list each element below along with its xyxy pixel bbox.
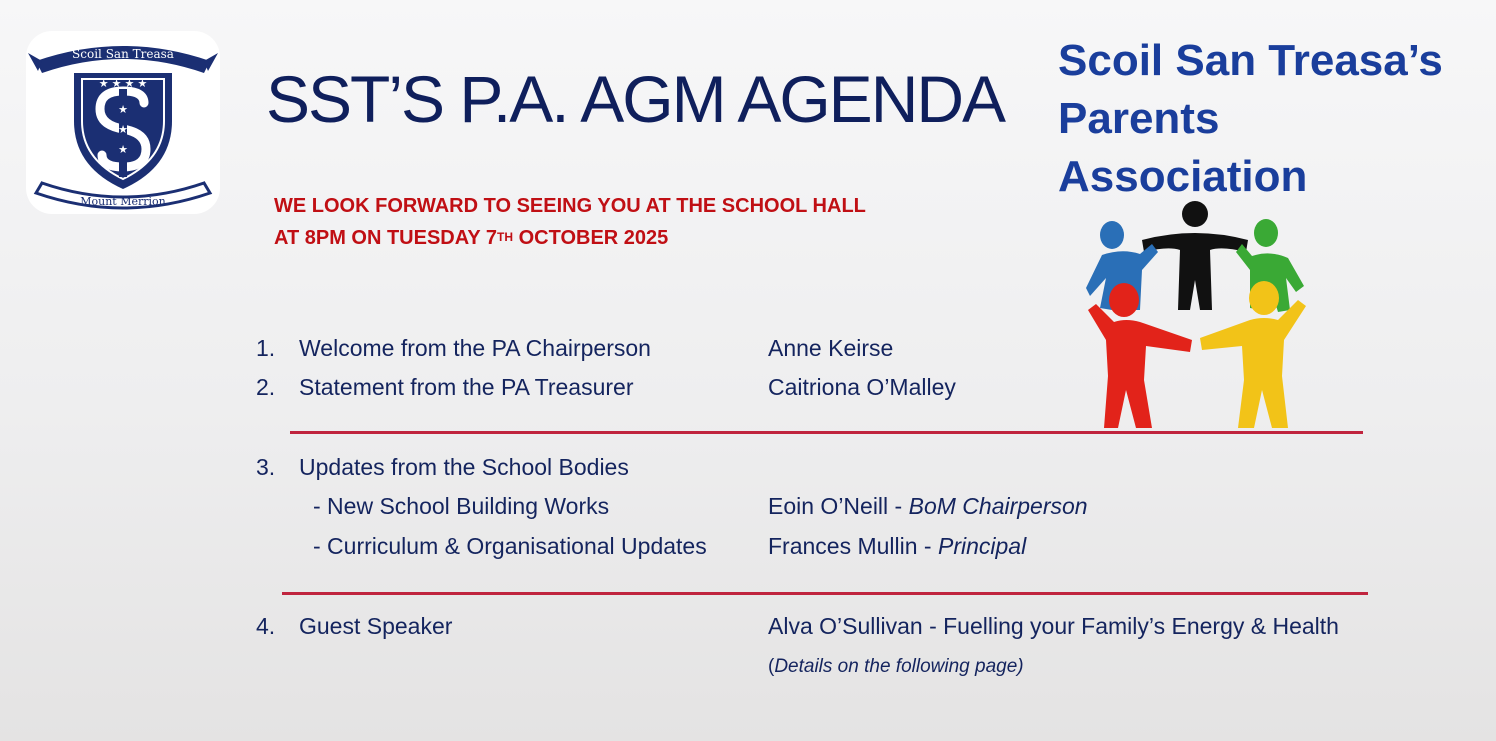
svg-text:★ ★ ★ ★: ★ ★ ★ ★ [98, 78, 148, 90]
agenda-subitem-curriculum: - Curriculum & Organisational Updates [313, 533, 707, 559]
invite-line-1: WE LOOK FORWARD TO SEEING YOU AT THE SCHOOL HALL [274, 195, 866, 217]
agenda-item-2-label: Statement from the PA Treasurer [299, 374, 634, 400]
crest-bottom-text: Mount Merrion [80, 195, 166, 208]
agenda-subitem-building-works-presenter [768, 492, 1088, 520]
svg-text:★: ★ [118, 124, 128, 136]
svg-text:★: ★ [118, 144, 128, 156]
presenter-name: Eoin O’Neill - [768, 493, 909, 519]
agenda-item-1-number: 1. [256, 335, 276, 361]
invitation-text [274, 190, 866, 254]
agenda-item-3-label: Updates from the School Bodies [299, 454, 629, 480]
crest-top-text: Scoil San Treasa [72, 47, 174, 61]
school-crest-logo [26, 31, 220, 214]
svg-text:★: ★ [118, 104, 128, 116]
association-name-line-3: Association [1058, 152, 1308, 201]
section-divider-2 [282, 592, 1368, 595]
invite-ordinal: TH [497, 230, 514, 244]
association-name [1058, 32, 1443, 206]
agenda-item-2-number: 2. [256, 374, 276, 400]
page-title: SST’S P.A. AGM AGENDA [266, 62, 1005, 136]
agenda-subitem-curriculum-presenter [768, 532, 1026, 560]
presenter-role: BoM Chairperson [908, 493, 1088, 519]
agenda-item-4-label: Guest Speaker [299, 613, 453, 639]
agenda-item-4-number: 4. [256, 613, 276, 639]
section-divider-1 [290, 431, 1363, 434]
note-text: Details on the following page) [774, 656, 1024, 677]
agenda-item-3-number: 3. [256, 454, 276, 480]
invite-line-2 [274, 222, 866, 254]
agenda-item-4-note [768, 653, 1024, 681]
note-open-paren: ( [768, 656, 775, 677]
black-figure [1142, 201, 1248, 310]
yellow-figure [1200, 281, 1306, 428]
agenda-item-4-presenter: Alva O’Sullivan - Fuelling your Family’s Energy & Health [768, 613, 1339, 639]
agenda-item-1-label: Welcome from the PA Chairperson [299, 335, 651, 361]
presenter-role: Principal [937, 533, 1027, 559]
agenda-item-1-presenter: Anne Keirse [768, 335, 894, 361]
agenda-subitem-building-works: - New School Building Works [313, 493, 610, 519]
people-circle-illustration [1082, 200, 1312, 430]
invite-line-2-start: AT 8PM ON TUESDAY 7 [274, 227, 498, 249]
association-name-line-2: Parents [1058, 94, 1220, 143]
agenda-item-2-presenter: Caitriona O’Malley [768, 374, 956, 400]
association-name-line-1: Scoil San Treasa’s [1058, 36, 1443, 85]
invite-line-2-end: OCTOBER 2025 [513, 227, 669, 249]
presenter-name: Frances Mullin - [768, 533, 938, 559]
